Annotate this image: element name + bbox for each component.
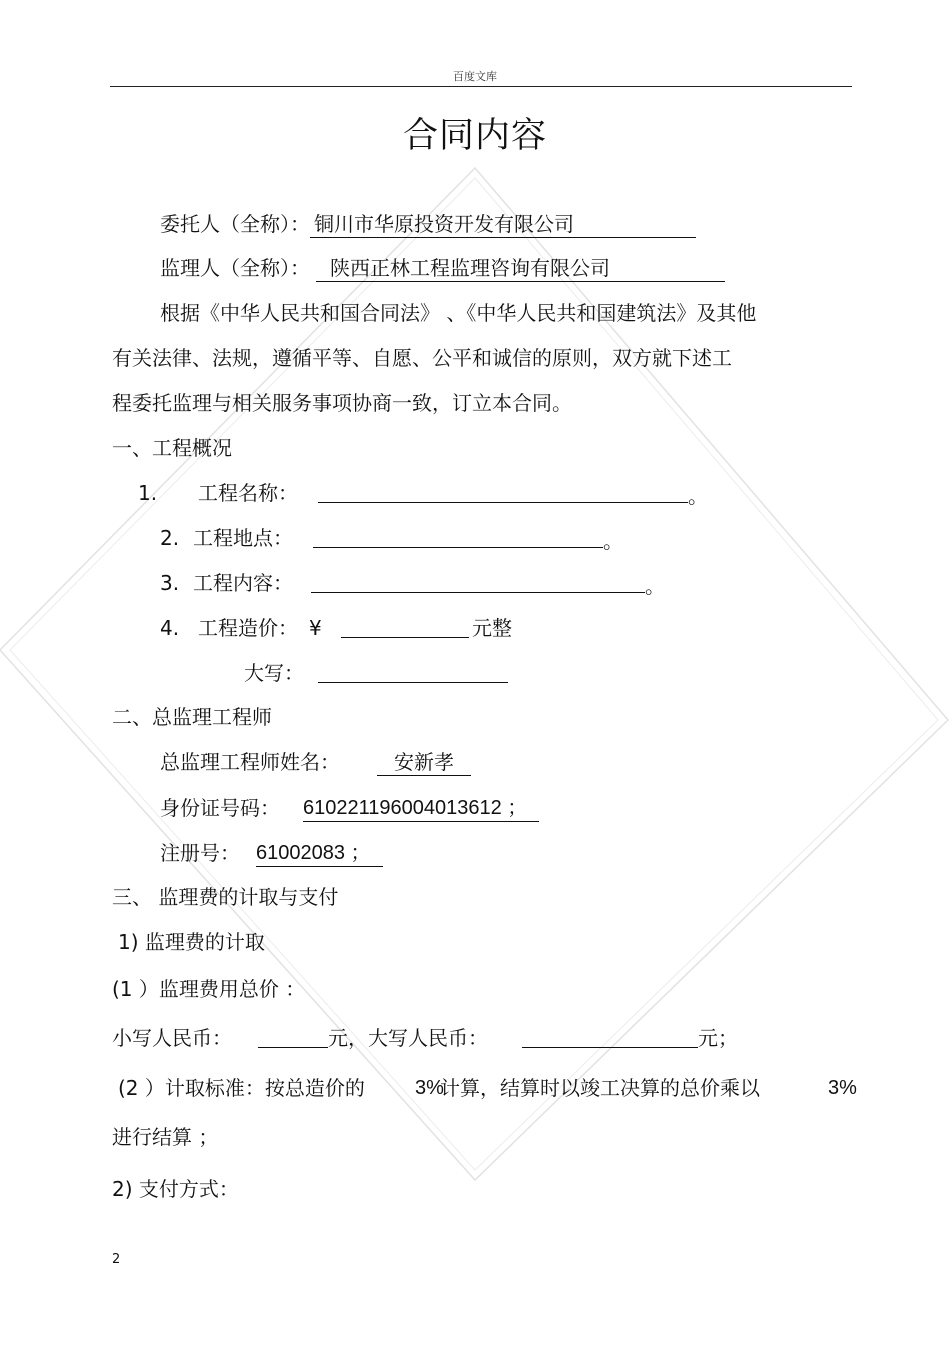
item2-period: 。 <box>603 529 623 553</box>
header-site-name: 百度文库 <box>453 70 497 83</box>
project-name-blank[interactable] <box>318 482 688 503</box>
preamble-line-1: 根据《中华人民共和国合同法》 、《中华人民共和国建筑法》及其他 <box>160 301 757 325</box>
chief-name-text: 安新孝 <box>377 750 471 776</box>
item3-period: 。 <box>645 574 665 598</box>
chief-name-value <box>377 750 471 776</box>
preamble-line-2: 有关法律、法规，遵循平等、自愿、公平和诚信的原则，双方就下述工 <box>112 346 732 370</box>
reg-label: 注册号： <box>160 841 240 865</box>
chief-name-label: 总监理工程师姓名： <box>160 750 340 774</box>
client-line <box>160 212 696 238</box>
cost-unit: 元整 <box>472 616 512 640</box>
section1-heading: 一、工程概况 <box>112 436 232 460</box>
item3-label: 工程内容： <box>193 571 293 595</box>
sub1-heading: 1) 监理费的计取 <box>118 930 265 954</box>
supervisor-line <box>160 256 725 282</box>
standard-text-b: 计算，结算时以竣工决算的总价乘以 <box>440 1076 760 1100</box>
section3-heading: 三、 监理费的计取与支付 <box>112 885 339 909</box>
cost-capital-blank[interactable] <box>318 662 508 683</box>
standard-pct-2: 3% <box>828 1077 857 1099</box>
project-location-blank[interactable] <box>313 527 603 548</box>
item2-number: 2. <box>160 526 180 550</box>
big-amount-blank[interactable] <box>522 1027 698 1048</box>
id-number-text: 610221196004013612 ； <box>303 796 539 822</box>
item4-number: 4. <box>160 616 180 640</box>
standard-text-c: 进行结算 ； <box>112 1125 219 1149</box>
currency-symbol: ¥ <box>309 616 322 640</box>
preamble-line-3: 程委托监理与相关服务事项协商一致，订立本合同。 <box>112 391 572 415</box>
reg-value <box>256 841 383 867</box>
client-label: 委托人（全称）： <box>160 212 310 236</box>
page-number: 2 <box>112 1252 121 1267</box>
project-cost-blank[interactable] <box>341 617 469 638</box>
item1-label: 工程名称： <box>198 481 298 505</box>
item3-number: 3. <box>160 571 180 595</box>
project-content-blank[interactable] <box>311 572 645 593</box>
header-rule <box>110 86 852 87</box>
id-value <box>303 796 539 822</box>
id-label: 身份证号码： <box>160 796 280 820</box>
daxie-label: 大写： <box>244 661 304 685</box>
supervisor-label: 监理人（全称）： <box>160 256 310 280</box>
item1-number: 1. <box>138 481 158 505</box>
small-amount-label: 小写人民币： <box>112 1026 232 1050</box>
item4-label: 工程造价： <box>198 616 298 640</box>
supervisor-name: 陕西正林工程监理咨询有限公司 <box>316 256 725 282</box>
standard-pct-1: 3% <box>415 1077 444 1099</box>
sub2-heading: 2) 支付方式： <box>112 1177 239 1201</box>
reg-number-text: 61002083 ； <box>256 841 383 867</box>
item1-period: 。 <box>688 484 708 508</box>
small-amount-blank[interactable] <box>258 1027 328 1048</box>
small-amount-unit: 元，大写人民币： <box>328 1026 488 1050</box>
page-title: 合同内容 <box>402 116 547 156</box>
item2-label: 工程地点： <box>193 526 293 550</box>
section2-heading: 二、总监理工程师 <box>112 705 272 729</box>
client-name: 铜川市华原投资开发有限公司 <box>310 212 696 238</box>
big-amount-unit: 元； <box>698 1026 738 1050</box>
total-fee-label: (1 ）监理费用总价 ： <box>112 977 306 1001</box>
standard-text-a: (2 ）计取标准：按总造价的 <box>118 1076 365 1100</box>
